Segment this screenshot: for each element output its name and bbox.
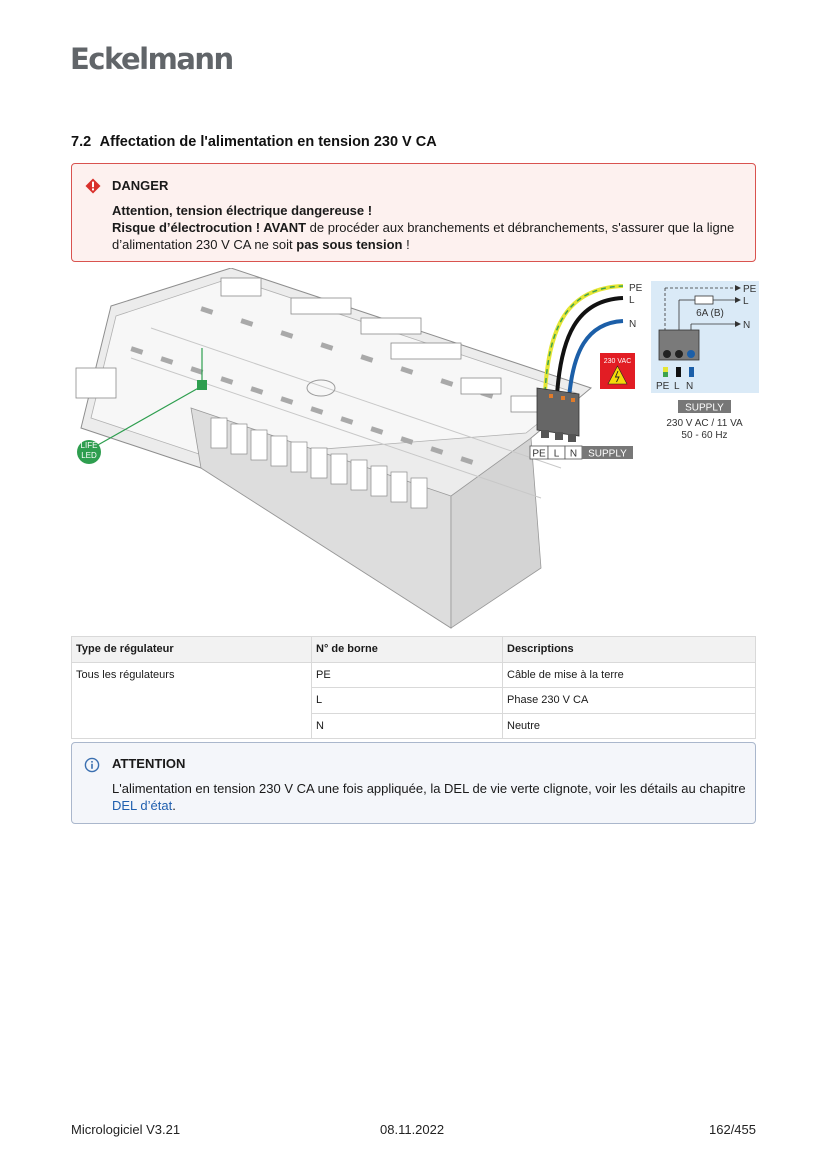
cell-terminal: PE — [312, 662, 503, 688]
info-circle-icon — [84, 757, 100, 773]
warning-diamond-icon — [85, 178, 101, 194]
section-title — [71, 134, 437, 150]
controller-device — [76, 268, 591, 628]
cell-description: Phase 230 V CA — [503, 688, 756, 714]
fuse-symbol — [695, 296, 713, 304]
plug-label-l: L — [553, 448, 560, 460]
wiring-diagram — [71, 268, 761, 630]
status-led-link[interactable]: DEL d’état — [112, 798, 173, 813]
eckelmann-logo: Eckelmann — [70, 42, 233, 76]
plug-label-pe: PE — [532, 448, 546, 460]
supply-frequency: 50 - 60 Hz — [681, 430, 728, 441]
col-header-description: Descriptions — [503, 637, 756, 663]
danger-heading: DANGER — [112, 178, 169, 193]
cell-description: Câble de mise à la terre — [503, 662, 756, 688]
attention-heading: ATTENTION — [112, 756, 186, 771]
life-led-label-1: LIFE — [80, 441, 98, 450]
danger-text-a: de procéder aux branchements et débranchements, s'assurer que la ligne d’alimentation 230 V CA ne soit — [112, 220, 735, 252]
footer-date: 08.11.2022 — [380, 1122, 445, 1137]
table-row — [72, 713, 756, 739]
danger-notice — [71, 163, 756, 262]
footer-firmware-version: Micrologiciel V3.21 — [71, 1122, 181, 1137]
fuse-rating: 6A (B) — [696, 308, 724, 319]
danger-text — [112, 202, 752, 253]
cell-controller-type: Tous les régulateurs — [72, 662, 312, 688]
wiring-figure — [71, 268, 761, 630]
danger-text-b: ! — [402, 237, 410, 252]
col-header-terminal: N° de borne — [312, 637, 503, 663]
cell-terminal: L — [312, 688, 503, 714]
section-number: 7.2 — [71, 134, 92, 150]
schematic-supply-label: SUPPLY — [685, 402, 724, 414]
life-led-label-2: LED — [81, 451, 97, 460]
schematic-terminal-n: N — [686, 381, 694, 392]
cell-description: Neutre — [503, 713, 756, 739]
plug-label-supply: SUPPLY — [588, 448, 627, 460]
section-title-text: Affectation de l'alimentation en tension 230 V CA — [99, 134, 437, 150]
table-row — [72, 662, 756, 688]
table-header-row — [72, 637, 756, 663]
col-header-controller-type: Type de régulateur — [72, 637, 312, 663]
terminal-table — [71, 636, 756, 739]
supply-schematic — [651, 281, 759, 441]
attention-text — [112, 780, 752, 814]
plug-label-n: N — [569, 448, 578, 460]
supply-plug — [537, 388, 579, 442]
schematic-out-l: L — [743, 296, 749, 307]
plug-terminal-labels — [530, 446, 633, 460]
danger-emphasis-a: Risque d’électrocution ! AVANT — [112, 220, 307, 235]
attention-notice — [71, 742, 756, 824]
supply-rating: 230 V AC / 11 VA — [666, 418, 743, 429]
hazard-label-text: 230 VAC — [603, 358, 632, 365]
wire-label-l: L — [629, 295, 635, 306]
wire-label-pe: PE — [629, 283, 643, 294]
schematic-terminal-l: L — [674, 381, 680, 392]
wire-label-n: N — [629, 319, 637, 330]
table-row — [72, 688, 756, 714]
attention-text-main: L'alimentation en tension 230 V CA une fois appliquée, la DEL de vie verte clignote, voir les détails au chapitre — [112, 781, 746, 796]
cell-terminal: N — [312, 713, 503, 739]
schematic-out-pe: PE — [743, 284, 757, 295]
schematic-terminal-pe: PE — [656, 381, 670, 392]
schematic-out-n: N — [743, 320, 751, 331]
attention-text-end: . — [172, 798, 176, 813]
danger-line-1: Attention, tension électrique dangereuse ! — [112, 203, 373, 218]
cell-controller-type — [72, 688, 312, 714]
cell-controller-type — [72, 713, 312, 739]
footer-page-number: 162/455 — [709, 1122, 756, 1137]
danger-emphasis-b: pas sous tension — [296, 237, 403, 252]
